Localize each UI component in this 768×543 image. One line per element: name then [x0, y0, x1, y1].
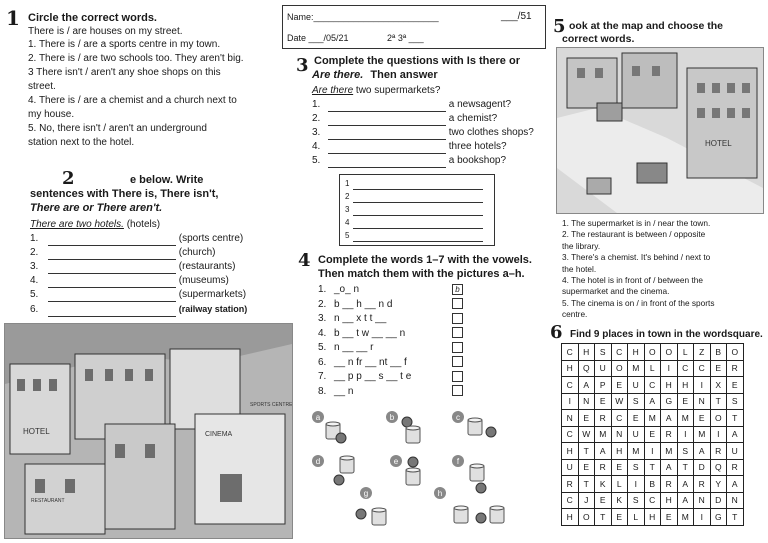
wordsquare-cell[interactable]: L	[628, 509, 645, 526]
answer-blank[interactable]	[48, 263, 176, 274]
ex3-answer-line: 1	[345, 177, 483, 190]
ex2-item: 5. (supermarkets)	[30, 289, 247, 300]
wordsquare-cell[interactable]: N	[611, 426, 628, 443]
wordsquare-cell[interactable]: O	[578, 509, 595, 526]
wordsquare-cell[interactable]: R	[562, 476, 579, 493]
match-box[interactable]	[452, 385, 463, 396]
wordsquare-row	[562, 459, 744, 476]
wordsquare-cell[interactable]: A	[595, 443, 612, 460]
answer-blank[interactable]	[328, 157, 446, 168]
match-box[interactable]	[452, 356, 463, 367]
wordsquare-cell[interactable]: M	[628, 443, 645, 460]
ex1-item: 4. There is / are a chemist and a church next to	[28, 95, 237, 106]
ex4-item: 4. b __ t w __ __ n	[318, 327, 463, 342]
ex3-answer-line: 2	[345, 190, 483, 203]
ex3-item-list	[312, 98, 534, 168]
match-box[interactable]	[452, 342, 463, 353]
ex2-item: 2. (church)	[30, 247, 216, 258]
wordsquare	[561, 343, 744, 526]
wordsquare-cell[interactable]: A	[694, 443, 711, 460]
wordsquare-row	[562, 360, 744, 377]
ex2-item: 4. (museums)	[30, 275, 229, 286]
wordsquare-cell[interactable]: H	[578, 344, 595, 361]
ex5-item: 3. There's a chemist. It's behind / next to	[562, 252, 711, 263]
wordsquare-cell[interactable]: A	[727, 476, 744, 493]
wordsquare-cell[interactable]: R	[710, 443, 727, 460]
ex1-item: 2. There is / are two schools too. They aren't big.	[28, 53, 244, 64]
wordsquare-cell[interactable]: E	[595, 393, 612, 410]
ex5-item: supermarket and the cinema.	[562, 286, 670, 297]
ex5-item: 4. The hotel is in front of / between the	[562, 275, 703, 286]
wordsquare-cell[interactable]: C	[644, 377, 661, 394]
ex2-example-answer: There are two hotels.	[30, 219, 124, 230]
wordsquare-cell[interactable]: W	[578, 426, 595, 443]
score-label: ___/51	[501, 11, 532, 22]
wordsquare-cell[interactable]: A	[661, 459, 678, 476]
wordsquare-cell[interactable]: M	[628, 360, 645, 377]
wordsquare-cell[interactable]: B	[710, 344, 727, 361]
wordsquare-cell[interactable]: U	[595, 360, 612, 377]
ex3-item: 4. three hotels?	[312, 141, 507, 152]
ex3-item: 5. a bookshop?	[312, 155, 507, 166]
wordsquare-cell[interactable]: H	[562, 509, 579, 526]
ex1-item: my house.	[28, 109, 75, 120]
wordsquare-cell[interactable]: G	[661, 393, 678, 410]
answer-blank[interactable]	[328, 101, 446, 112]
ex5-item: the hotel.	[562, 263, 597, 274]
wordsquare-cell[interactable]: M	[661, 443, 678, 460]
svg-text:d: d	[315, 457, 321, 466]
wordsquare-cell[interactable]: S	[727, 393, 744, 410]
wordsquare-row	[562, 492, 744, 509]
wordsquare-cell[interactable]: C	[562, 344, 579, 361]
town-illustration	[4, 323, 293, 539]
ex4-item: 7. __ p p __ s __ t e	[318, 370, 463, 385]
map-illustration	[556, 47, 764, 214]
svg-text:a: a	[315, 413, 321, 422]
sports-centre-sign: SPORTS CENTRE	[250, 402, 292, 408]
wordsquare-cell[interactable]: C	[644, 492, 661, 509]
wordsquare-row	[562, 410, 744, 427]
ex4-title-1: Complete the words 1–7 with the vowels.	[318, 254, 532, 266]
wordsquare-cell[interactable]: E	[578, 410, 595, 427]
wordsquare-cell[interactable]: I	[677, 426, 694, 443]
wordsquare-cell[interactable]: T	[595, 509, 612, 526]
wordsquare-cell[interactable]: C	[677, 360, 694, 377]
wordsquare-cell[interactable]: R	[727, 459, 744, 476]
wordsquare-cell[interactable]: C	[562, 426, 579, 443]
wordsquare-cell[interactable]: O	[710, 410, 727, 427]
wordsquare-row	[562, 476, 744, 493]
wordsquare-cell[interactable]: N	[727, 492, 744, 509]
wordsquare-cell[interactable]: A	[727, 426, 744, 443]
answer-blank[interactable]	[328, 115, 446, 126]
wordsquare-row	[562, 426, 744, 443]
wordsquare-cell[interactable]: E	[677, 393, 694, 410]
wordsquare-cell[interactable]: R	[661, 476, 678, 493]
answer-blank[interactable]	[48, 277, 176, 288]
svg-text:b: b	[389, 413, 395, 422]
wordsquare-cell[interactable]: X	[710, 377, 727, 394]
answer-blank[interactable]	[328, 143, 446, 154]
cans-and-balls-drawing	[308, 405, 508, 535]
wordsquare-cell[interactable]: M	[677, 410, 694, 427]
name-label: Name:_________________________	[287, 12, 439, 22]
wordsquare-cell[interactable]: O	[661, 344, 678, 361]
wordsquare-row	[562, 443, 744, 460]
answer-blank[interactable]	[328, 129, 446, 140]
wordsquare-cell[interactable]: H	[562, 360, 579, 377]
wordsquare-cell[interactable]: K	[595, 476, 612, 493]
wordsquare-cell[interactable]: I	[694, 377, 711, 394]
wordsquare-cell[interactable]: I	[644, 443, 661, 460]
wordsquare-cell[interactable]: T	[644, 459, 661, 476]
ex4-pictures	[308, 405, 508, 535]
ex3-answer-line: 3	[345, 203, 483, 216]
wordsquare-cell[interactable]: B	[644, 476, 661, 493]
match-box[interactable]	[452, 313, 463, 324]
ex3-answer-line: 4	[345, 216, 483, 229]
wordsquare-cell[interactable]: T	[727, 509, 744, 526]
wordsquare-cell[interactable]: E	[661, 509, 678, 526]
wordsquare-cell[interactable]: N	[562, 410, 579, 427]
wordsquare-cell[interactable]: E	[727, 377, 744, 394]
wordsquare-cell[interactable]: N	[694, 492, 711, 509]
wordsquare-cell[interactable]: O	[611, 360, 628, 377]
ex5-number: 5	[553, 16, 566, 37]
grade-label: 2ª 3ª ___	[387, 33, 424, 43]
ex5-title-2: correct words.	[562, 33, 635, 45]
wordsquare-grid	[561, 343, 744, 526]
wordsquare-cell[interactable]: E	[611, 459, 628, 476]
wordsquare-cell[interactable]: A	[677, 476, 694, 493]
answer-blank[interactable]	[48, 306, 176, 317]
ex1-item: 1. There is / are a sports centre in my town.	[28, 39, 221, 50]
svg-text:f: f	[456, 457, 460, 466]
wordsquare-cell[interactable]: W	[611, 393, 628, 410]
picture-e	[390, 455, 420, 485]
ex4-number: 4	[298, 250, 311, 271]
wordsquare-cell[interactable]: A	[677, 492, 694, 509]
answer-blank[interactable]	[48, 249, 176, 260]
wordsquare-cell[interactable]: M	[677, 509, 694, 526]
wordsquare-cell[interactable]: T	[727, 410, 744, 427]
wordsquare-cell[interactable]: P	[595, 377, 612, 394]
match-box[interactable]: b	[452, 284, 463, 295]
map-drawing	[557, 48, 763, 213]
ex4-item: 8. __ n	[318, 385, 463, 400]
wordsquare-cell[interactable]: O	[727, 344, 744, 361]
ex4-item: 1. _o_ n b	[318, 283, 463, 298]
ex4-item: 2. b __ h __ n d	[318, 298, 463, 313]
ex3-item: 2. a chemist?	[312, 113, 498, 124]
wordsquare-cell[interactable]: I	[628, 476, 645, 493]
ex5-title-1: ook at the map and choose the	[569, 20, 724, 32]
wordsquare-cell[interactable]: E	[611, 509, 628, 526]
ex5-item-list	[562, 218, 715, 321]
wordsquare-cell[interactable]: D	[710, 492, 727, 509]
header-box	[282, 5, 546, 49]
ex5-item: the library.	[562, 240, 601, 251]
wordsquare-cell[interactable]: L	[611, 476, 628, 493]
wordsquare-cell[interactable]: M	[644, 410, 661, 427]
ex1-item-list	[28, 38, 244, 150]
ex4-item-list	[318, 283, 463, 399]
wordsquare-cell[interactable]: H	[661, 492, 678, 509]
wordsquare-cell[interactable]: Y	[710, 476, 727, 493]
wordsquare-cell[interactable]: S	[628, 393, 645, 410]
ex2-title-2: sentences with There is, There isn't,	[30, 188, 219, 200]
picture-d	[312, 455, 354, 485]
wordsquare-row	[562, 344, 744, 361]
wordsquare-cell[interactable]: E	[628, 410, 645, 427]
wordsquare-cell[interactable]: M	[595, 426, 612, 443]
ex6-title: Find 9 places in town in the wordsquare.	[570, 329, 763, 340]
wordsquare-cell[interactable]: C	[562, 377, 579, 394]
wordsquare-cell[interactable]: E	[644, 426, 661, 443]
wordsquare-cell[interactable]: C	[611, 344, 628, 361]
svg-text:c: c	[456, 413, 460, 422]
wordsquare-cell[interactable]: S	[677, 443, 694, 460]
ex5-item: 2. The restaurant is between / opposite	[562, 229, 706, 240]
wordsquare-cell[interactable]: G	[710, 509, 727, 526]
ex6-number: 6	[550, 322, 563, 343]
wordsquare-cell[interactable]: E	[710, 360, 727, 377]
wordsquare-cell[interactable]: N	[694, 393, 711, 410]
ex4-title-2: Then match them with the pictures a–h.	[318, 268, 525, 280]
wordsquare-cell[interactable]: N	[578, 393, 595, 410]
ex1-title: Circle the correct words.	[28, 12, 157, 24]
wordsquare-cell[interactable]: R	[661, 426, 678, 443]
wordsquare-cell[interactable]: S	[628, 459, 645, 476]
picture-h	[434, 487, 504, 523]
svg-text:h: h	[437, 489, 443, 498]
wordsquare-cell[interactable]: U	[727, 443, 744, 460]
wordsquare-cell[interactable]: I	[562, 393, 579, 410]
wordsquare-cell[interactable]: T	[677, 459, 694, 476]
wordsquare-cell[interactable]: K	[611, 492, 628, 509]
wordsquare-cell[interactable]: J	[578, 492, 595, 509]
ex3-answer-box	[339, 174, 495, 246]
wordsquare-cell[interactable]: C	[694, 360, 711, 377]
picture-c	[452, 411, 496, 437]
ex2-item: 1. (sports centre)	[30, 233, 244, 244]
wordsquare-cell[interactable]: E	[578, 459, 595, 476]
wordsquare-cell[interactable]: M	[694, 426, 711, 443]
match-box[interactable]	[452, 371, 463, 382]
wordsquare-cell[interactable]: S	[628, 492, 645, 509]
wordsquare-cell[interactable]: I	[694, 509, 711, 526]
wordsquare-cell[interactable]: I	[710, 426, 727, 443]
ex5-item: 5. The cinema is on / in front of the sports	[562, 297, 715, 308]
wordsquare-cell[interactable]: S	[595, 344, 612, 361]
wordsquare-cell[interactable]: E	[611, 377, 628, 394]
wordsquare-cell[interactable]: L	[644, 360, 661, 377]
wordsquare-cell[interactable]: T	[710, 393, 727, 410]
wordsquare-cell[interactable]: A	[644, 393, 661, 410]
town-drawing	[5, 324, 292, 538]
wordsquare-cell[interactable]: R	[595, 459, 612, 476]
ex1-item: 3 There isn't / aren't any shoe shops on this	[28, 67, 221, 78]
ex3-title-2: Are there. Then answer	[312, 69, 438, 81]
ex3-title-1: Complete the questions with Is there or	[314, 55, 520, 67]
ex2-title-1: e below. Write	[130, 174, 204, 186]
ex1-number: 1	[6, 6, 20, 30]
map-sign: HOTEL	[705, 139, 732, 148]
answer-blank[interactable]	[48, 291, 176, 302]
picture-a	[312, 411, 346, 443]
wordsquare-cell[interactable]: T	[578, 443, 595, 460]
ex2-item: 3. (restaurants)	[30, 261, 236, 272]
wordsquare-cell[interactable]: R	[694, 476, 711, 493]
date-label: Date ___/05/21	[287, 33, 349, 43]
wordsquare-cell[interactable]: E	[694, 410, 711, 427]
ex2-example	[30, 218, 160, 232]
picture-b	[386, 411, 420, 443]
ex2-example-hint: (hotels)	[126, 219, 161, 230]
cinema-sign: CINEMA	[205, 431, 233, 438]
wordsquare-cell[interactable]: O	[644, 344, 661, 361]
wordsquare-cell[interactable]: U	[628, 377, 645, 394]
ex1-item: 5. No, there isn't / aren't an underground	[28, 123, 207, 134]
wordsquare-row	[562, 377, 744, 394]
ex2-title-3: There are or There aren't.	[30, 202, 163, 214]
wordsquare-cell[interactable]: L	[677, 344, 694, 361]
wordsquare-cell[interactable]: H	[677, 377, 694, 394]
wordsquare-cell[interactable]: T	[578, 476, 595, 493]
ex4-item: 5. n __ __ r	[318, 341, 463, 356]
wordsquare-cell[interactable]: C	[562, 492, 579, 509]
ex5-item: 1. The supermarket is in / near the town.	[562, 218, 711, 228]
ex3-number: 3	[296, 55, 309, 76]
wordsquare-cell[interactable]: U	[628, 426, 645, 443]
match-box[interactable]	[452, 298, 463, 309]
wordsquare-cell[interactable]: H	[644, 509, 661, 526]
answer-blank[interactable]	[48, 235, 176, 246]
ex3-answer-line: 5	[345, 229, 483, 242]
svg-text:g: g	[363, 489, 369, 498]
svg-text:e: e	[393, 457, 399, 466]
restaurant-sign: RESTAURANT	[31, 498, 65, 504]
ex3-example: Are there two supermarkets?	[312, 85, 441, 96]
ex4-item: 6. __ n fr __ nt __ f	[318, 356, 463, 371]
ex3-item: 3. two clothes shops?	[312, 127, 534, 138]
wordsquare-cell[interactable]: H	[661, 377, 678, 394]
wordsquare-cell[interactable]: Q	[710, 459, 727, 476]
picture-f	[452, 455, 486, 493]
match-box[interactable]	[452, 327, 463, 338]
ex2-item-list	[30, 232, 247, 317]
wordsquare-cell[interactable]: H	[628, 344, 645, 361]
wordsquare-cell[interactable]: C	[611, 410, 628, 427]
wordsquare-row	[562, 509, 744, 526]
wordsquare-cell[interactable]: D	[694, 459, 711, 476]
ex2-item: 6. (railway station)	[30, 304, 248, 315]
wordsquare-cell[interactable]: I	[661, 360, 678, 377]
ex1-example: There is / are houses on my street.	[28, 26, 183, 37]
wordsquare-cell[interactable]: A	[578, 377, 595, 394]
wordsquare-row	[562, 393, 744, 410]
ex3-item: 1. a newsagent?	[312, 99, 512, 110]
ex4-item: 3. n __ x t t __	[318, 312, 463, 327]
ex5-item: centre.	[562, 309, 588, 320]
ex2-number: 2	[62, 168, 75, 189]
hotel-sign: HOTEL	[23, 427, 50, 436]
ex1-item: street.	[28, 81, 56, 92]
wordsquare-cell[interactable]: H	[611, 443, 628, 460]
wordsquare-cell[interactable]: U	[562, 459, 579, 476]
wordsquare-cell[interactable]: R	[595, 410, 612, 427]
wordsquare-cell[interactable]: R	[727, 360, 744, 377]
ex1-item: station next to the hotel.	[28, 137, 135, 148]
picture-g	[356, 487, 386, 525]
wordsquare-cell[interactable]: Z	[694, 344, 711, 361]
wordsquare-cell[interactable]: Q	[578, 360, 595, 377]
wordsquare-cell[interactable]: E	[595, 492, 612, 509]
wordsquare-cell[interactable]: H	[562, 443, 579, 460]
wordsquare-cell[interactable]: A	[661, 410, 678, 427]
